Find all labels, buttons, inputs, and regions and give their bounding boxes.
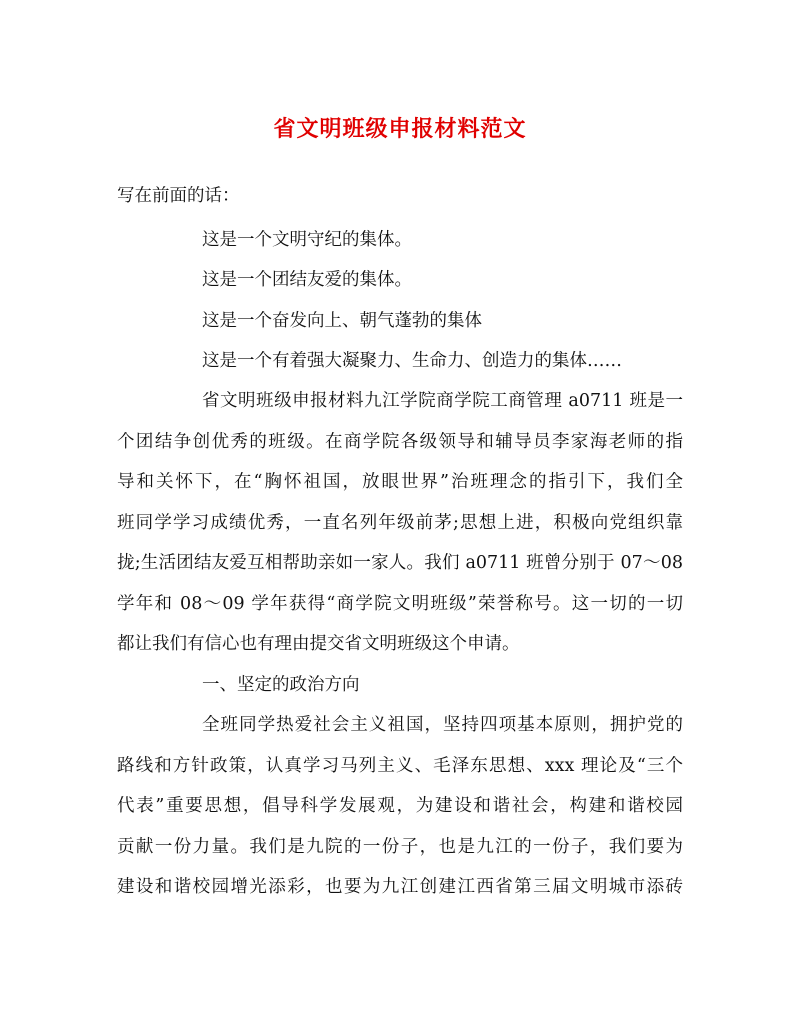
paragraph-line: 个团结争创优秀的班级。在商学院各级领导和辅导员李家海老师的指 xyxy=(117,432,683,452)
paragraph-line: 代表”重要思想，倡导科学发展观，为建设和谐社会，构建和谐校园 xyxy=(117,796,683,816)
paragraph-line: 省文明班级申报材料九江学院商学院工商管理 a0711 班是一 xyxy=(202,391,683,411)
paragraph-line: 拢;生活团结友爱互相帮助亲如一家人。我们 a0711 班曾分别于 07～08 xyxy=(117,553,683,573)
motto-line: 这是一个奋发向上、朝气蓬勃的集体 xyxy=(202,311,482,331)
section-heading: 一、坚定的政治方向 xyxy=(202,675,360,695)
intro-heading: 写在前面的话： xyxy=(117,186,240,206)
paragraph-line: 都让我们有信心也有理由提交省文明班级这个申请。 xyxy=(117,634,520,654)
motto-line: 这是一个有着强大凝聚力、生命力、创造力的集体…… xyxy=(202,351,622,371)
motto-line: 这是一个文明守纪的集体。 xyxy=(202,230,412,250)
paragraph-line: 导和关怀下，在“胸怀祖国，放眼世界”治班理念的指引下，我们全 xyxy=(117,472,683,492)
document-title: 省文明班级申报材料范文 xyxy=(273,116,527,142)
paragraph-line: 全班同学热爱社会主义祖国，坚持四项基本原则，拥护党的 xyxy=(202,715,683,735)
paragraph-line: 贡献一份力量。我们是九院的一份子，也是九江的一份子，我们要为 xyxy=(117,837,683,857)
paragraph-line: 路线和方针政策，认真学习马列主义、毛泽东思想、xxx 理论及“三个 xyxy=(117,756,683,776)
paragraph-line: 班同学学习成绩优秀，一直名列年级前茅;思想上进，积极向党组织靠 xyxy=(117,513,683,533)
motto-line: 这是一个团结友爱的集体。 xyxy=(202,270,412,290)
paragraph-line: 建设和谐校园增光添彩，也要为九江创建江西省第三届文明城市添砖 xyxy=(117,877,683,897)
paragraph-line: 学年和 08～09 学年获得“商学院文明班级”荣誉称号。这一切的一切 xyxy=(117,594,683,614)
